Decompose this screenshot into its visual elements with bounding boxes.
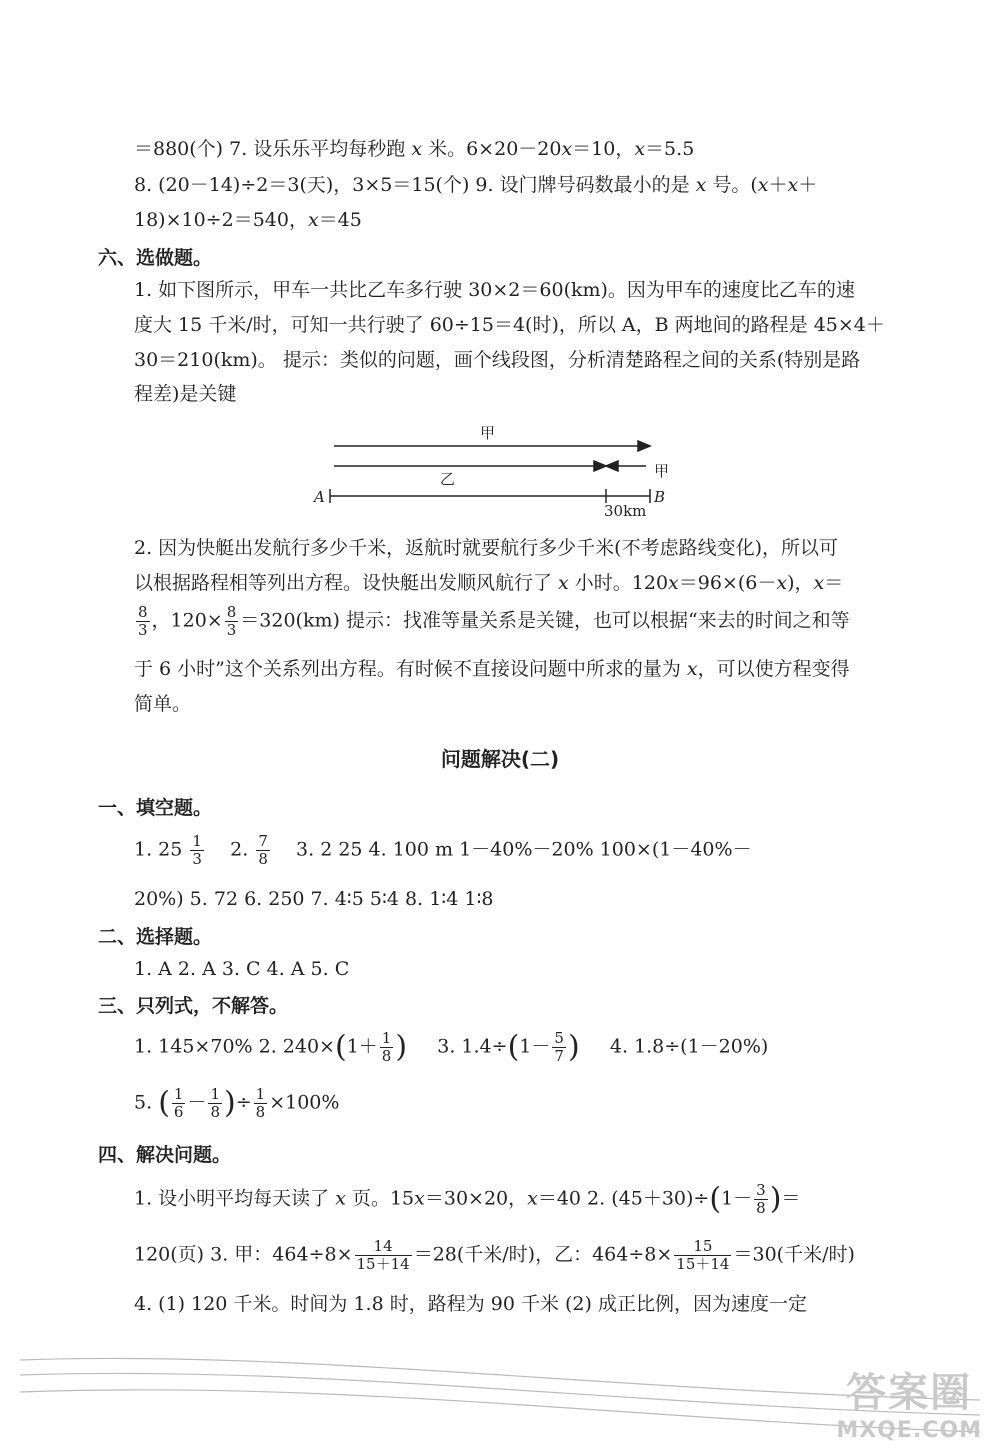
- fraction: $\frac{1}{8}$: [210, 1085, 221, 1121]
- fraction: $\frac{14}{15+14}$: [356, 1237, 410, 1273]
- arrow-head: [606, 461, 618, 471]
- page-title: 问题解决(二): [440, 747, 560, 771]
- answer-line: 120(页) 3. 甲：464÷8× $\frac{14}{15+14}$ ＝28(千米/时)，乙：464÷8× $\frac{15}{15+14}$ ＝30(千米/时): [134, 1237, 855, 1273]
- watermark-logo: 答案圈 MXQE.COM: [836, 1370, 982, 1443]
- answer-line: $\frac{8}{3}$ ，120× $\frac{8}{3}$ ＝320(km) 提示：找准等量关系是关键，也可以根据“来去的时间之和等: [138, 603, 850, 639]
- section-heading: 四、解决问题。: [98, 1144, 232, 1166]
- section-heading: 二、选择题。: [98, 926, 213, 948]
- answer-line: 1. A 2. A 3. C 4. A 5. C: [134, 958, 350, 980]
- fraction: $\frac{8}{3}$: [226, 603, 237, 639]
- fraction: $\frac{1}{6}$: [173, 1085, 184, 1121]
- fraction: $\frac{8}{3}$: [138, 603, 148, 639]
- label-yi: 乙: [440, 470, 456, 488]
- answer-line: 30＝210(km)。 提示：类似的问题，画个线段图，分析清楚路程之间的关系(特别是路: [134, 349, 861, 371]
- label-30km: 30km: [604, 502, 647, 518]
- answer-line: 8. (20－14)÷2＝3(天)，3×5＝15(个) 9. 设门牌号码数最小的是 𝑥 号。(𝑥＋𝑥＋: [134, 174, 818, 196]
- answer-line: 1. 设小明平均每天读了 𝑥 页。15𝑥＝30×20，𝑥＝40 2. (45＋30)÷(1－ $\frac{3}{8}$ )＝: [134, 1181, 801, 1217]
- answer-line: 1. 25 $\frac{1}{3}$ 2. $\frac{7}{8}$ 3. 2 25 4. 100 m 1－40%－20% 100×(1－40%－: [134, 832, 752, 868]
- section-heading: 六、选做题。: [98, 247, 213, 269]
- label-point-a: A: [314, 488, 325, 506]
- answer-line: 2. 因为快艇出发航行多少千米，返航时就要航行多少千米(不考虑路线变化)，所以可: [134, 537, 838, 559]
- answer-line: 1. 如下图所示，甲车一共比乙车多行驶 30×2＝60(km)。因为甲车的速度比乙车的速: [134, 279, 855, 301]
- label-jia-top: 甲: [480, 424, 496, 442]
- fraction: $\frac{1}{3}$: [192, 832, 202, 868]
- answer-line: 以根据路程相等列出方程。设快艇出发顺风航行了 𝑥 小时。120𝑥＝96×(6－𝑥)，𝑥＝: [134, 572, 844, 594]
- fraction: $\frac{1}{8}$: [255, 1085, 266, 1121]
- label-jia-right: 甲: [654, 462, 670, 480]
- section-heading: 一、填空题。: [98, 797, 213, 819]
- answer-line: 程差)是关键: [134, 383, 237, 405]
- answer-line: ＝880(个) 7. 设乐乐平均每秒跑 𝑥 米。6×20－20𝑥＝10，𝑥＝5.5: [134, 138, 695, 160]
- fraction: $\frac{3}{8}$: [756, 1181, 766, 1217]
- answer-line: 5. ( $\frac{1}{6}$ － $\frac{1}{8}$ )÷ $\frac{1}{8}$ ×100%: [134, 1085, 340, 1121]
- fraction: $\frac{1}{8}$: [381, 1029, 392, 1065]
- answer-line: 于 6 小时”这个关系列出方程。有时候不直接设问题中所求的量为 𝑥，可以使方程变得: [134, 658, 850, 680]
- answer-line: 简单。: [134, 693, 192, 715]
- answer-line: 1. 145×70% 2. 240×(1＋ $\frac{1}{8}$ ) 3. 1.4÷(1－ $\frac{5}{7}$ ) 4. 1.8÷(1－20%): [134, 1029, 769, 1065]
- fraction: $\frac{5}{7}$: [554, 1029, 564, 1065]
- answer-line: 20%) 5. 72 6. 250 7. 4∶5 5∶4 8. 1∶4 1∶8: [134, 888, 494, 910]
- label-point-b: B: [654, 488, 666, 506]
- fraction: $\frac{15}{15+14}$: [676, 1237, 730, 1273]
- distance-diagram: [310, 418, 690, 518]
- fraction: $\frac{7}{8}$: [258, 832, 268, 868]
- answer-line: 度大 15 千米/时，可知一共行驶了 60÷15＝4(时)，所以 A，B 两地间的路程是 45×4＋: [134, 314, 885, 336]
- answer-line: 4. (1) 120 千米。时间为 1.8 时，路程为 90 千米 (2) 成正比例，因为速度一定: [134, 1293, 807, 1315]
- arrow-head: [638, 441, 650, 451]
- answer-line: 18)×10÷2＝540，𝑥＝45: [134, 209, 362, 231]
- section-heading: 三、只列式，不解答。: [98, 995, 289, 1017]
